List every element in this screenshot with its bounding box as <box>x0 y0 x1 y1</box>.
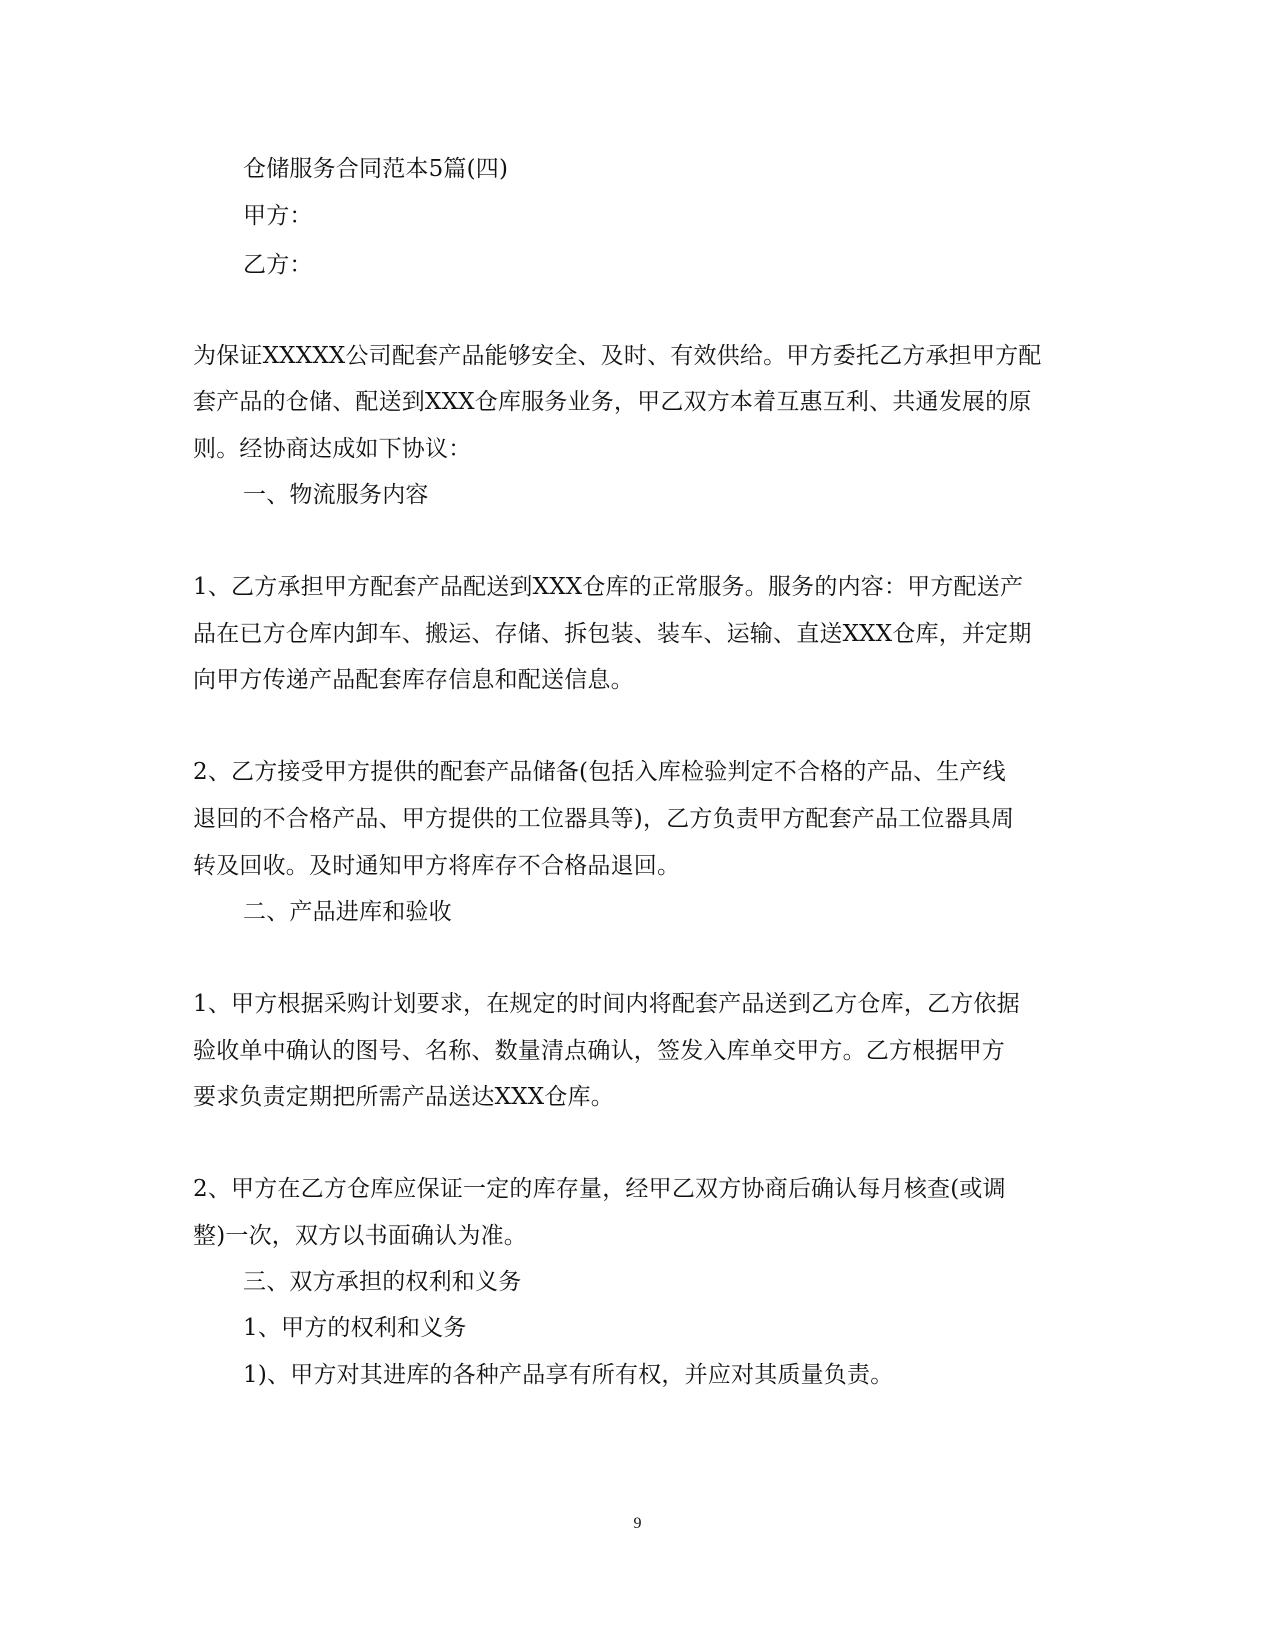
paragraph-line: 2、甲方在乙方仓库应保证一定的库存量，经甲乙双方协商后确认每月核查(或调 <box>193 1176 1006 1202</box>
section-heading: 三、双方承担的权利和义务 <box>243 1269 522 1295</box>
paragraph-line: 2、乙方接受甲方提供的配套产品储备(包括入库检验判定不合格的产品、生产线 <box>193 759 1006 785</box>
document-title: 仓储服务合同范本5篇(四) <box>243 156 509 182</box>
page-number: 9 <box>633 1515 642 1532</box>
paragraph-line: 转及回收。及时通知甲方将库存不合格品退回。 <box>193 853 681 879</box>
paragraph-line: 退回的不合格产品、甲方提供的工位器具等)，乙方负责甲方配套产品工位器具周 <box>193 806 1015 832</box>
paragraph-line: 整)一次，双方以书面确认为准。 <box>193 1223 527 1249</box>
paragraph-line: 要求负责定期把所需产品送达XXX仓库。 <box>193 1084 614 1110</box>
paragraph-line: 1、甲方根据采购计划要求，在规定的时间内将配套产品送到乙方仓库，乙方依据 <box>193 991 1020 1017</box>
intro-line: 则。经协商达成如下协议： <box>193 436 472 462</box>
paragraph-line: 1、乙方承担甲方配套产品配送到XXX仓库的正常服务。服务的内容：甲方配送产 <box>193 574 1024 600</box>
paragraph-line: 验收单中确认的图号、名称、数量清点确认，签发入库单交甲方。乙方根据甲方 <box>193 1038 1005 1064</box>
party-b-label: 乙方： <box>243 252 313 278</box>
intro-line: 为保证XXXXX公司配套产品能够安全、及时、有效供给。甲方委托乙方承担甲方配 <box>193 343 1042 369</box>
paragraph-line: 品在已方仓库内卸车、搬运、存储、拆包装、装车、运输、直送XXX仓库，并定期 <box>193 621 1032 647</box>
intro-line: 套产品的仓储、配送到XXX仓库服务业务，甲乙双方本着互惠互利、共通发展的原 <box>193 389 1032 415</box>
section-heading: 二、产品进库和验收 <box>243 899 452 925</box>
paragraph-line: 1)、甲方对其进库的各种产品享有所有权，并应对其质量负责。 <box>243 1362 894 1388</box>
party-a-label: 甲方： <box>243 203 313 229</box>
paragraph-line: 向甲方传递产品配套库存信息和配送信息。 <box>193 667 634 693</box>
subsection-heading: 1、甲方的权利和义务 <box>243 1315 467 1341</box>
section-heading: 一、物流服务内容 <box>243 482 429 508</box>
